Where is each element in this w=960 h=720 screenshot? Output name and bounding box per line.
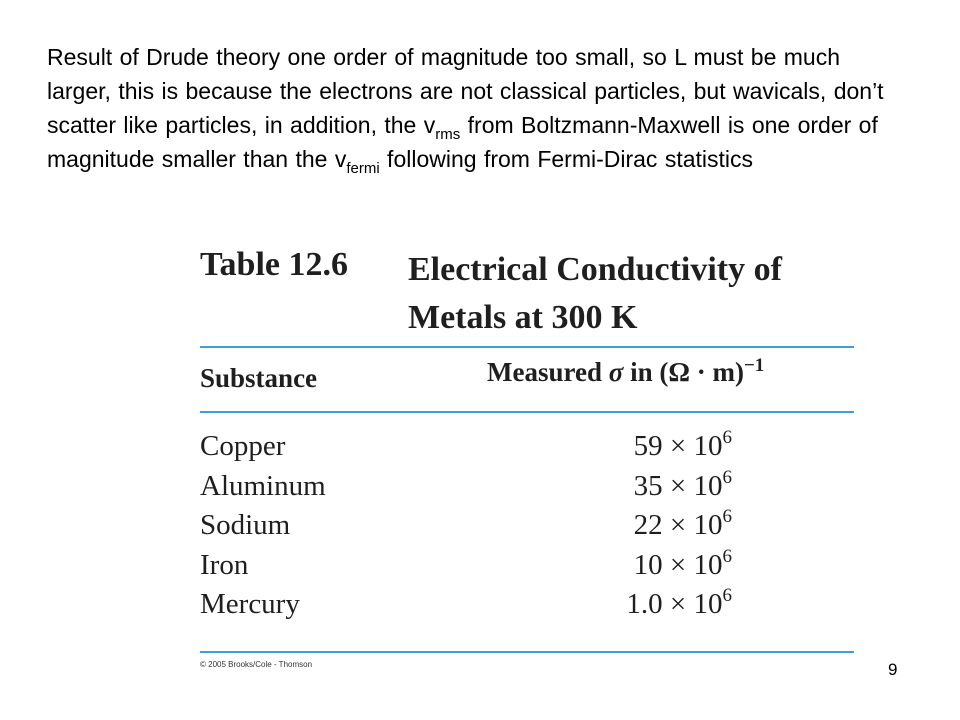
substance-cell: Iron <box>200 548 249 581</box>
conductivity-mantissa: 1.0 × 10 <box>626 588 723 620</box>
header-exponent: −1 <box>743 355 765 376</box>
conductivity-exponent: 6 <box>722 506 732 527</box>
table-header-rule <box>200 411 854 413</box>
conductivity-cell <box>633 466 732 503</box>
table-row <box>200 545 854 589</box>
conductivity-cell <box>633 506 732 542</box>
substance-cell: Sodium <box>200 509 291 541</box>
conductivity-mantissa: 22 × 10 <box>633 509 723 541</box>
conductivity-cell <box>633 427 732 463</box>
substance-cell: Copper <box>200 430 286 462</box>
table-top-rule <box>200 346 854 348</box>
substance-cell: Aluminum <box>200 469 326 502</box>
table-bottom-rule <box>200 651 854 653</box>
explanation-paragraph <box>47 40 887 176</box>
header-measured-prefix: Measured <box>487 357 609 387</box>
table-row <box>200 506 854 549</box>
table-row <box>200 466 854 510</box>
page-number: 9 <box>888 660 898 679</box>
conductivity-mantissa: 35 × 10 <box>633 469 723 502</box>
conductivity-exponent: 6 <box>722 545 732 567</box>
conductivity-exponent: 6 <box>722 585 732 606</box>
table-row <box>200 427 854 470</box>
conductivity-exponent: 6 <box>722 466 732 488</box>
conductivity-mantissa: 10 × 10 <box>633 548 723 581</box>
header-measured <box>487 357 764 388</box>
table-body <box>200 427 854 628</box>
subscript-rms: rms <box>435 126 461 143</box>
table-number: Table 12.6 <box>200 246 349 283</box>
paragraph-text-2: from Boltzmann-Maxwell is one order of magnitude smaller than the v <box>47 112 878 172</box>
subscript-fermi: fermi <box>346 160 380 177</box>
header-substance: Substance <box>200 363 318 393</box>
conductivity-cell <box>626 585 732 621</box>
table-row <box>200 585 854 628</box>
conductivity-exponent: 6 <box>722 427 732 448</box>
header-measured-suffix: in (Ω · m) <box>623 357 744 387</box>
paragraph-text-3: following from Fermi-Dirac statistics <box>379 146 754 172</box>
table-title: Electrical Conductivity of Metals at 300 K <box>408 251 782 336</box>
conductivity-mantissa: 59 × 10 <box>633 430 723 462</box>
paragraph-text-1: Result of Drude theory one order of magnitude too small, so L must be much larger, this is because the electrons are not classical particles, but wavicals, don’t scatter like particles, in addition, the v <box>47 44 884 138</box>
header-sigma: σ <box>608 357 624 387</box>
copyright-notice: © 2005 Brooks/Cole - Thomson <box>200 660 313 669</box>
conductivity-cell <box>633 545 732 582</box>
substance-cell: Mercury <box>200 588 300 620</box>
